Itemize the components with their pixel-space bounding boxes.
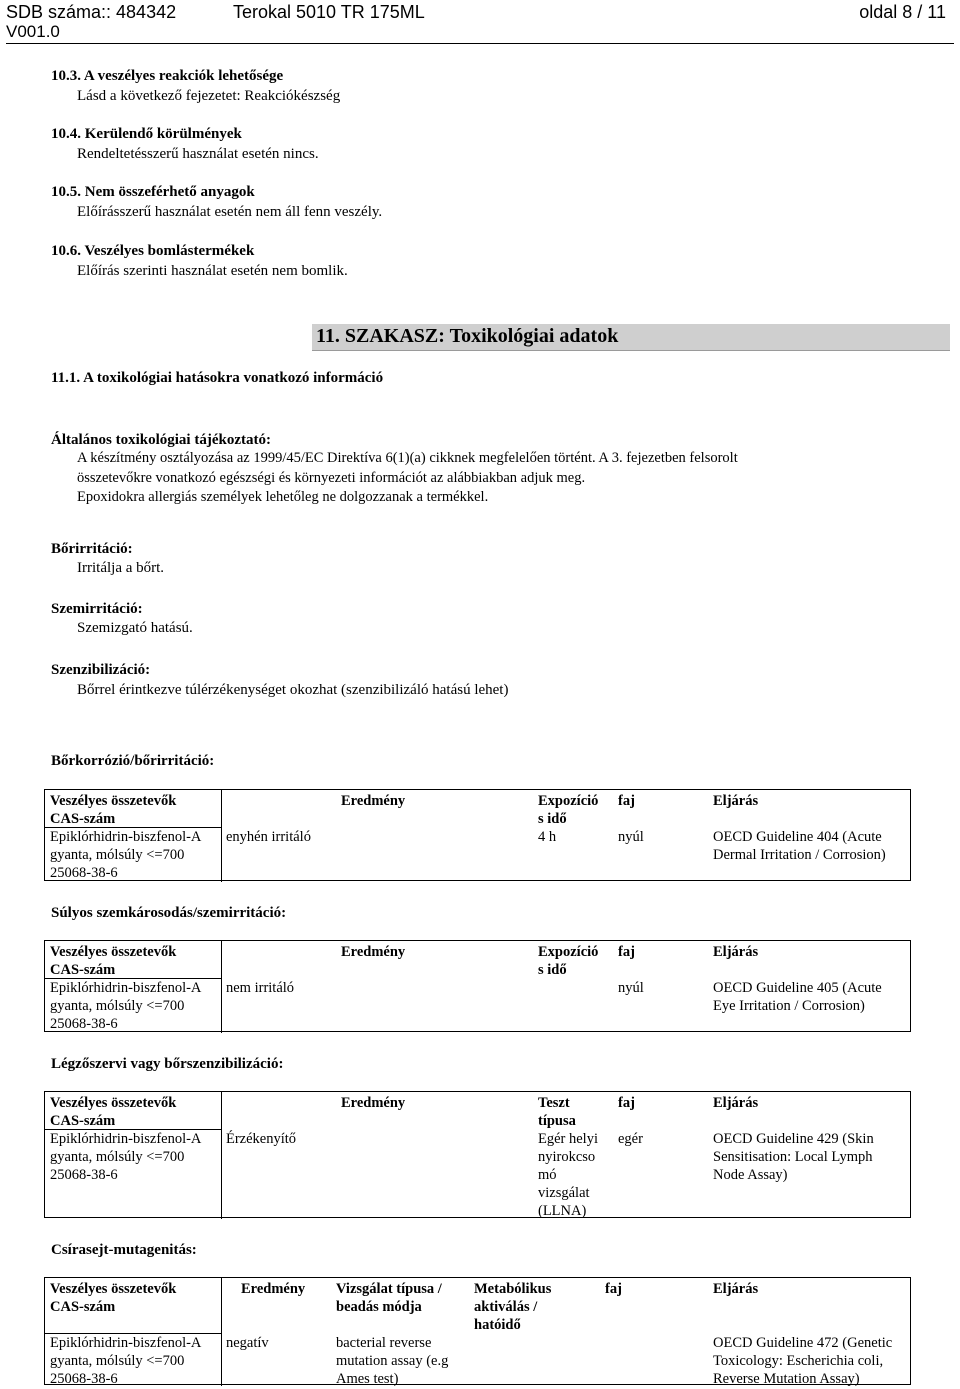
table-header: s idő — [538, 962, 567, 978]
section-10-4-title: 10.4. Kerülendő körülmények — [51, 126, 242, 142]
skin-corrosion-title: Bőrkorrózió/bőrirritáció: — [51, 753, 215, 769]
sensitization-text: Bőrrel érintkezve túlérzékenységet okozhat (szenzibilizáló hatású lehet) — [77, 682, 509, 698]
table-header: Expozíció — [538, 944, 599, 960]
table-header: Teszt — [538, 1095, 570, 1111]
table-header: CAS-szám — [50, 1299, 116, 1315]
table-header: aktiválás / — [474, 1299, 538, 1315]
table-cell: mó — [538, 1167, 557, 1183]
table-header: faj — [605, 1281, 622, 1297]
table-cell: nyúl — [618, 829, 644, 845]
table-header: típusa — [538, 1113, 576, 1129]
table-cell: Epiklórhidrin-biszfenol-A — [50, 1335, 202, 1351]
general-tox-title: Általános toxikológiai tájékoztató: — [51, 432, 271, 448]
section-11-banner-text: 11. SZAKASZ: Toxikológiai adatok — [316, 325, 619, 347]
eye-irritation-text: Szemizgató hatású. — [77, 620, 193, 636]
sdb-number: SDB száma:: 484342 — [6, 2, 177, 22]
table-cell: Érzékenyítő — [226, 1131, 297, 1147]
eye-damage-title: Súlyos szemkárosodás/szemirritáció: — [51, 905, 287, 921]
table-cell: Dermal Irritation / Corrosion) — [713, 847, 886, 863]
table-cell: Eye Irritation / Corrosion) — [713, 998, 865, 1014]
sensitization-title: Szenzibilizáció: — [51, 662, 151, 678]
table-cell: mutation assay (e.g — [336, 1353, 449, 1369]
table-header: Eredmény — [341, 944, 406, 960]
table-header: Eljárás — [713, 944, 759, 960]
section-10-3-text: Lásd a következő fejezetet: Reakciókészség — [77, 88, 341, 104]
table-header: Veszélyes összetevők — [50, 1281, 177, 1297]
table-header: faj — [618, 793, 635, 809]
section-10-6-text: Előírás szerinti használat esetén nem bomlik. — [77, 263, 348, 279]
table-cell: negatív — [226, 1335, 269, 1351]
table-header: Eredmény — [341, 1095, 406, 1111]
table-cell: OECD Guideline 429 (Skin — [713, 1131, 874, 1147]
mutagenicity-title: Csírasejt-mutagenitás: — [51, 1242, 197, 1258]
table-header: faj — [618, 944, 635, 960]
table-cell: Epiklórhidrin-biszfenol-A — [50, 1131, 202, 1147]
table-header: s idő — [538, 811, 567, 827]
table-cell: Epiklórhidrin-biszfenol-A — [50, 829, 202, 845]
section-10-4-text: Rendeltetésszerű használat esetén nincs. — [77, 146, 319, 162]
product-name: Terokal 5010 TR 175ML — [233, 2, 425, 22]
table-header: Eredmény — [341, 793, 406, 809]
table-cell: Epiklórhidrin-biszfenol-A — [50, 980, 202, 996]
version: V001.0 — [6, 22, 60, 41]
skin-corrosion-table — [44, 789, 911, 881]
section-10-6-title: 10.6. Veszélyes bomlástermékek — [51, 243, 255, 259]
table-header: Vizsgálat típusa / — [336, 1281, 442, 1297]
page-header — [0, 0, 960, 44]
table-cell: 25068-38-6 — [50, 1016, 118, 1032]
sensitisation-table-title: Légzőszervi vagy bőrszenzibilizáció: — [51, 1056, 284, 1072]
table-cell: gyanta, mólsúly <=700 — [50, 847, 185, 863]
section-11-1-title: 11.1. A toxikológiai hatásokra vonatkozó információ — [51, 370, 384, 386]
table-cell: (LLNA) — [538, 1203, 587, 1219]
section-10-5-title: 10.5. Nem összeférhető anyagok — [51, 184, 255, 200]
sensitisation-table — [44, 1091, 911, 1218]
section-10-3-title: 10.3. A veszélyes reakciók lehetősége — [51, 68, 284, 84]
table-header: CAS-szám — [50, 811, 116, 827]
table-header: Veszélyes összetevők — [50, 944, 177, 960]
table-cell: 4 h — [538, 829, 557, 845]
table-cell: Reverse Mutation Assay) — [713, 1371, 860, 1387]
general-tox-line-2: összetevőkre vonatkozó egészségi és környezeti információt az alábbiakban adjuk meg. — [77, 470, 586, 486]
table-cell: egér — [618, 1131, 643, 1147]
table-cell: nem irritáló — [226, 980, 295, 996]
table-header: hatóidő — [474, 1317, 521, 1333]
eye-irritation-title: Szemirritáció: — [51, 601, 143, 617]
table-cell: 25068-38-6 — [50, 865, 118, 881]
table-cell: gyanta, mólsúly <=700 — [50, 998, 185, 1014]
table-cell: Ames test) — [336, 1371, 399, 1387]
table-header: beadás módja — [336, 1299, 422, 1315]
table-cell: nyúl — [618, 980, 644, 996]
table-header: Eljárás — [713, 793, 759, 809]
table-header: Veszélyes összetevők — [50, 793, 177, 809]
general-tox-line-3: Epoxidokra allergiás személyek lehetőleg ne dolgozzanak a termékkel. — [77, 489, 489, 505]
table-header: Eljárás — [713, 1095, 759, 1111]
eye-damage-table — [44, 940, 911, 1032]
table-header: Expozíció — [538, 793, 599, 809]
table-cell: gyanta, mólsúly <=700 — [50, 1353, 185, 1369]
table-header: Veszélyes összetevők — [50, 1095, 177, 1111]
table-cell: Node Assay) — [713, 1167, 788, 1183]
table-header: CAS-szám — [50, 1113, 116, 1129]
section-10-5-text: Előírásszerű használat esetén nem áll fenn veszély. — [77, 204, 383, 220]
table-cell: OECD Guideline 472 (Genetic — [713, 1335, 893, 1351]
table-cell: gyanta, mólsúly <=700 — [50, 1149, 185, 1165]
skin-irritation-title: Bőrirritáció: — [51, 541, 133, 557]
table-header: CAS-szám — [50, 962, 116, 978]
table-header: Eljárás — [713, 1281, 759, 1297]
table-cell: nyirokcso — [538, 1149, 596, 1165]
mutagenicity-table — [44, 1277, 911, 1385]
page-number: oldal 8 / 11 — [859, 2, 946, 22]
general-tox-line-1: A készítmény osztályozása az 1999/45/EC Direktíva 6(1)(a) cikknek megfelelően történt. A 3. fejezetben felsorolt — [77, 450, 738, 466]
table-cell: enyhén irritáló — [226, 829, 311, 845]
table-cell: OECD Guideline 404 (Acute — [713, 829, 882, 845]
table-cell: OECD Guideline 405 (Acute — [713, 980, 882, 996]
table-cell: bacterial reverse — [336, 1335, 432, 1351]
table-cell: Toxicology: Escherichia coli, — [713, 1353, 884, 1369]
table-header: Eredmény — [241, 1281, 306, 1297]
skin-irritation-text: Irritálja a bőrt. — [77, 560, 165, 576]
table-header: Metabólikus — [474, 1281, 552, 1297]
table-header: faj — [618, 1095, 635, 1111]
table-cell: Egér helyi — [538, 1131, 598, 1147]
table-cell: Sensitisation: Local Lymph — [713, 1149, 873, 1165]
table-cell: 25068-38-6 — [50, 1167, 118, 1183]
table-cell: vizsgálat — [538, 1185, 590, 1201]
header-rule — [6, 43, 954, 44]
table-cell: 25068-38-6 — [50, 1371, 118, 1387]
section-11-banner — [312, 324, 950, 351]
